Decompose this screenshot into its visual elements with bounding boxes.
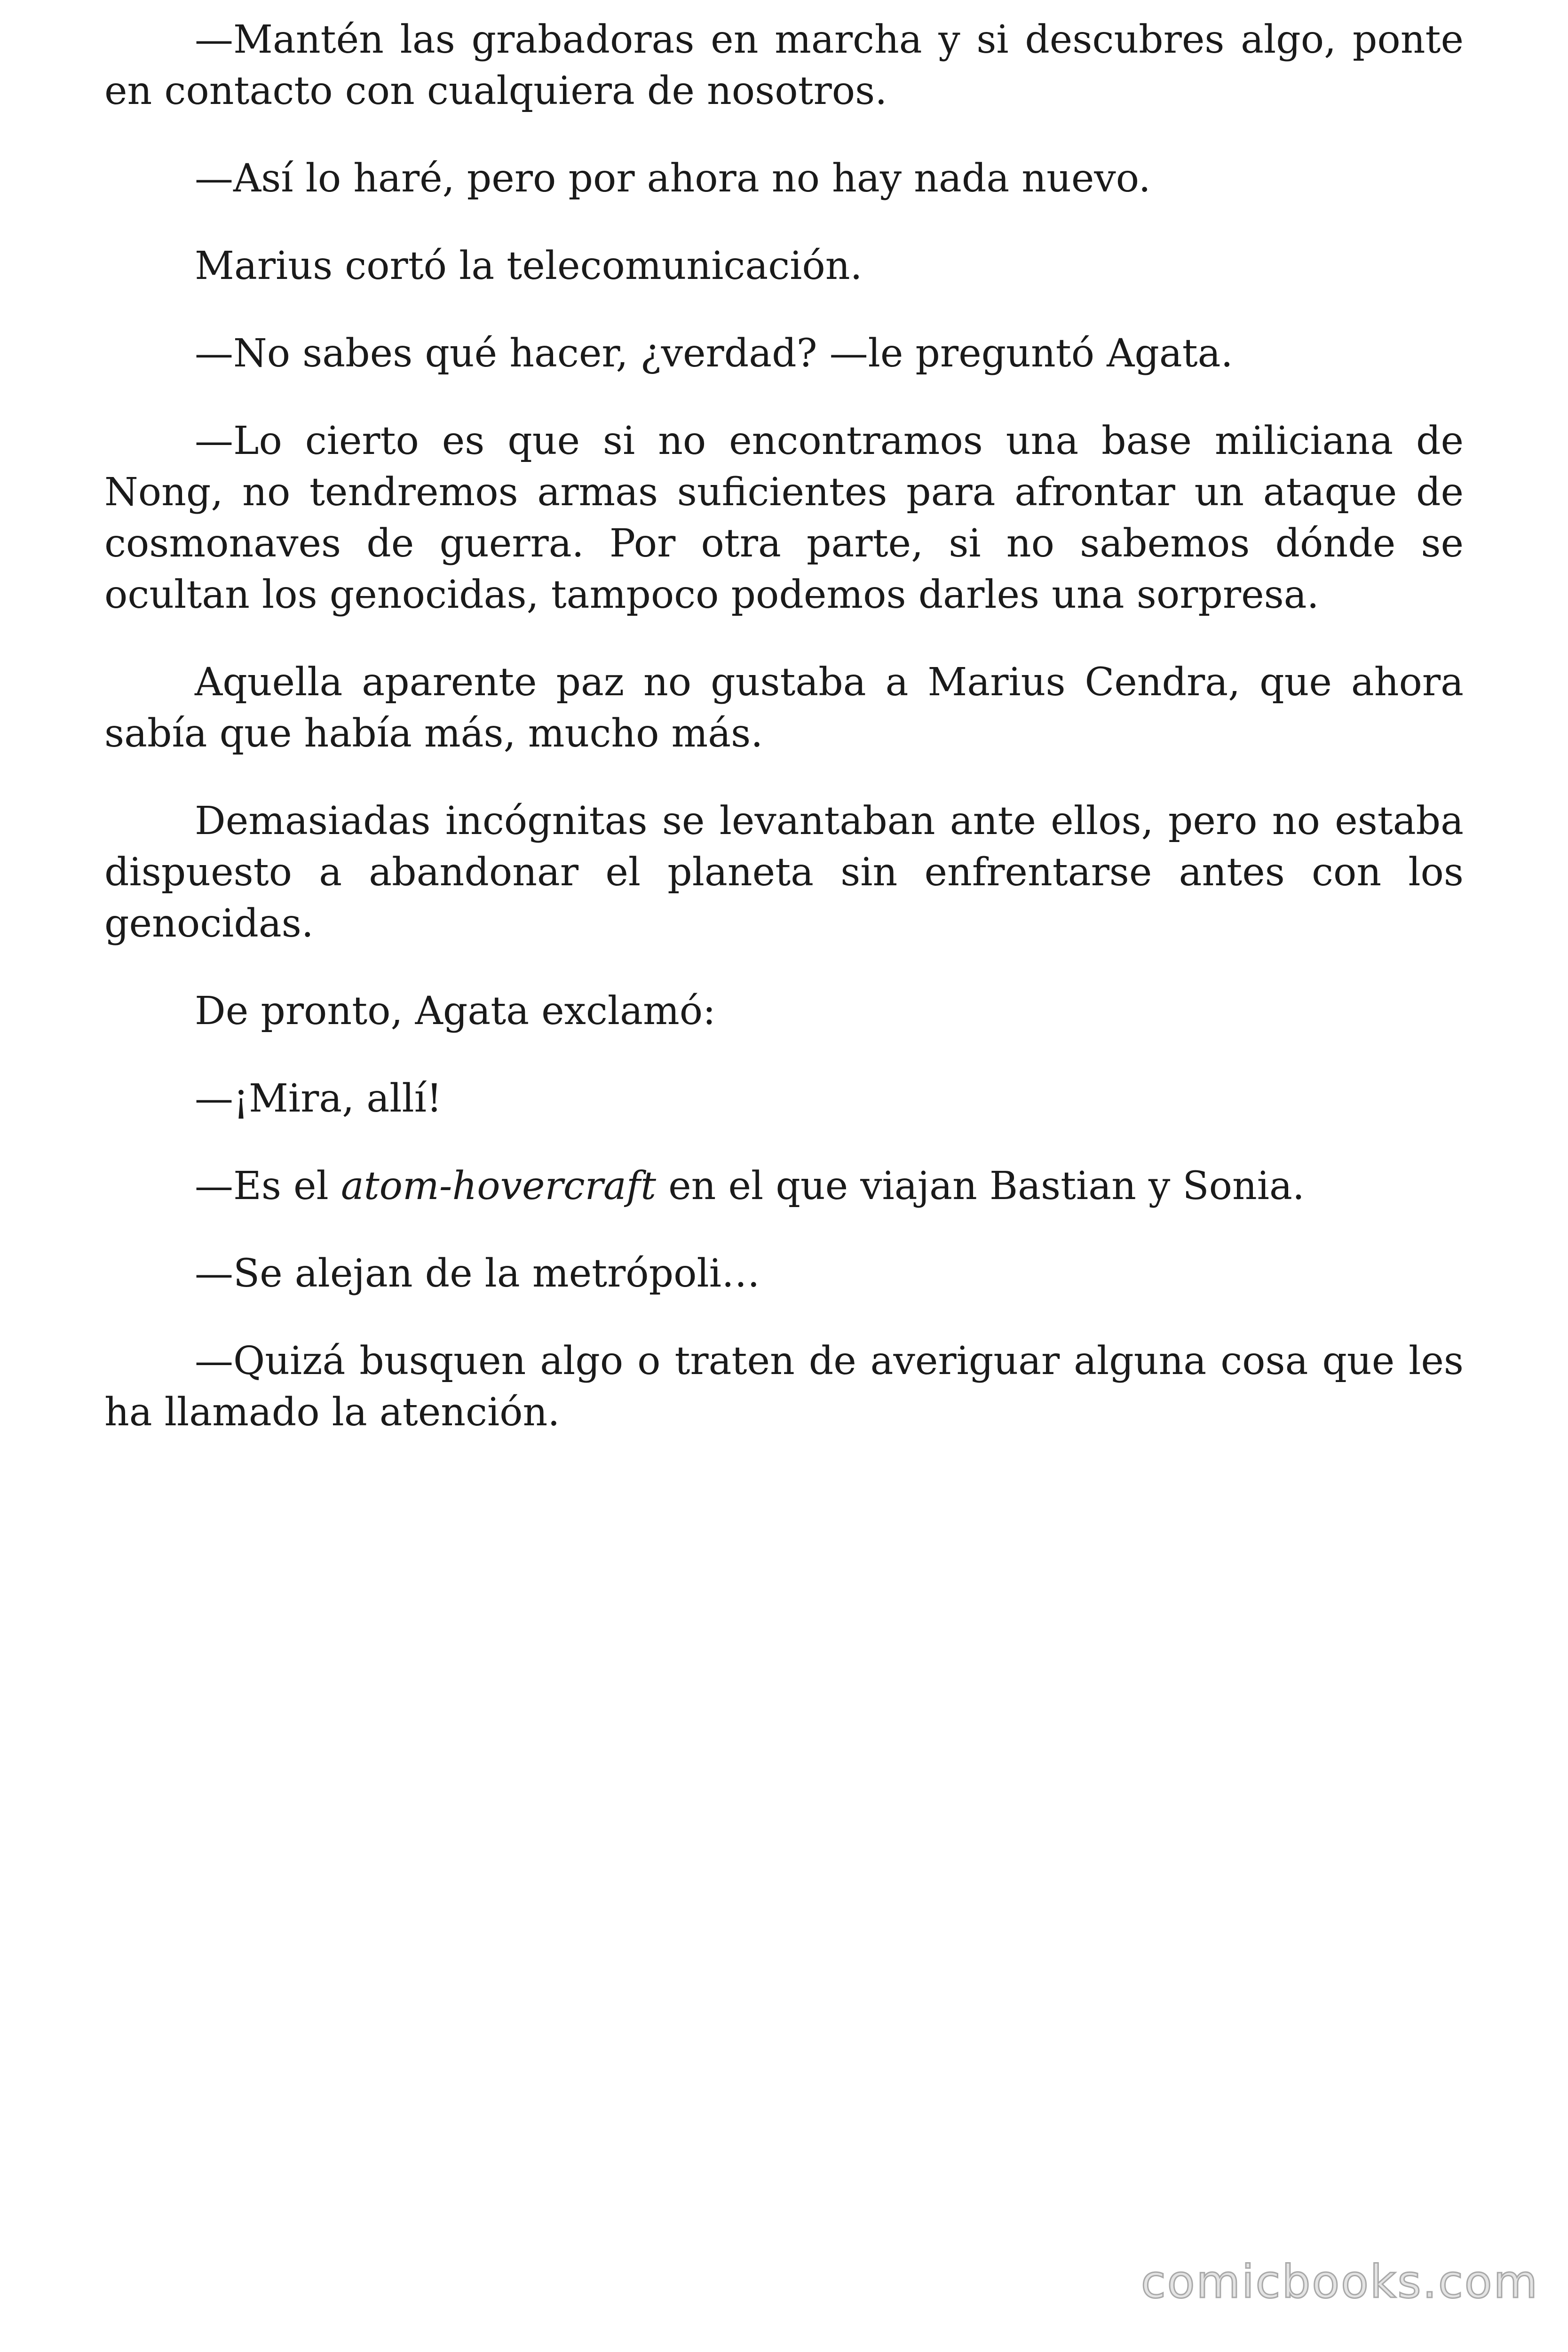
paragraph-10-italic: atom-hovercraft bbox=[341, 1164, 657, 1208]
paragraph-3: Marius cortó la telecomunicación. bbox=[195, 244, 863, 288]
paragraph-1: —Mantén las grabadoras en marcha y si descubres algo, ponte en contacto con cualquiera de nosotros. bbox=[104, 17, 1464, 113]
paragraph-4: —No sabes qué hacer, ¿verdad? —le preguntó Agata. bbox=[195, 331, 1233, 376]
paragraph-10-before: —Es el bbox=[195, 1164, 341, 1208]
paragraph-11: —Se alejan de la metrópoli… bbox=[195, 1251, 760, 1296]
paragraph-12: —Quizá busquen algo o traten de averiguar alguna cosa que les ha llamado la atención. bbox=[104, 1339, 1464, 1435]
paragraph-10 bbox=[104, 1160, 1464, 1212]
page-text bbox=[104, 14, 1464, 1474]
paragraph-7: Demasiadas incógnitas se levantaban ante ellos, pero no estaba dispuesto a abandonar el planeta sin enfrentarse antes con los genocidas. bbox=[104, 799, 1464, 946]
paragraph-5: —Lo cierto es que si no encontramos una base miliciana de Nong, no tendremos armas suficientes para afrontar un ataque de cosmonaves de guerra. Por otra parte, si no sabemos dónde se ocultan los genocidas, tampoco podemos darles una sorpresa. bbox=[104, 419, 1464, 617]
paragraph-8: De pronto, Agata exclamó: bbox=[195, 989, 716, 1033]
paragraph-6: Aquella aparente paz no gustaba a Marius Cendra, que ahora sabía que había más, mucho más. bbox=[104, 660, 1464, 756]
paragraph-2: —Así lo haré, pero por ahora no hay nada nuevo. bbox=[195, 156, 1151, 201]
paragraph-9: —¡Mira, allí! bbox=[195, 1076, 442, 1121]
watermark: comicbooks.com bbox=[1140, 2256, 1539, 2308]
paragraph-10-after: en el que viajan Bastian y Sonia. bbox=[656, 1164, 1305, 1208]
